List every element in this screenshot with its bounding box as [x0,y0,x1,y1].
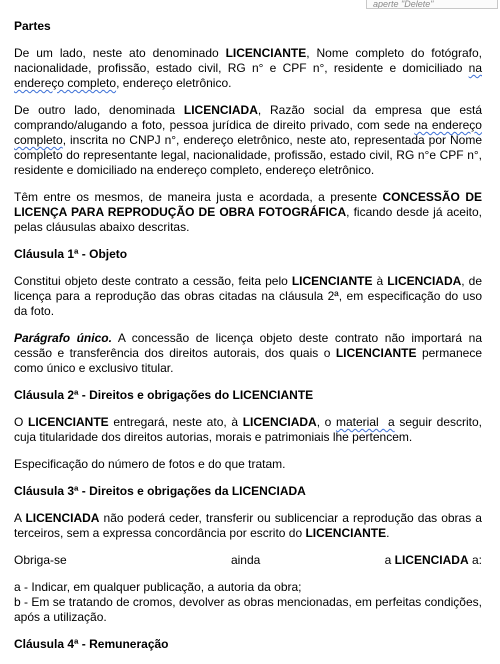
list-item: b - Em se tratando de cromos, devolver as obras mencionadas, em perfeitas condições, após a utilização. [14,595,482,624]
paragrafo-unico: Parágrafo único. A concessão de licença objeto deste contrato não importará na cessão e transferência dos direitos autorais, dos quais o LICENCIANTE permanece como único e exclusivo titular. [14,331,482,375]
clausula-2-heading: Cláusula 2ª - Direitos e obrigações do LICENCIANTE [14,388,314,402]
clausula-3-heading: Cláusula 3ª - Direitos e obrigações da LICENCIADA [14,484,306,498]
clausula-4-heading: Cláusula 4ª - Remuneração [14,637,169,651]
clausula-2-spec: Especificação do número de fotos e do que tratam. [14,457,286,471]
delete-hint-box [366,0,498,9]
agreement-paragraph: Têm entre os mesmos, de maneira justa e acordada, a presente CONCESSÃO DE LICENÇA PARA REPRODUÇÃO DE OBRA FOTOGRÁFICA, ficando desde já aceito, pelas cláusulas abaixo descritas. [14,190,482,234]
licenciada-paragraph: De outro lado, denominada LICENCIADA, Razão social da empresa que está comprando/alugando a foto, pessoa jurídica de direito privado, com sede na endereço completo, inscrita no CNPJ n°, endereço eletrônico, neste ato, representada por Nome completo do representante legal, nacionalidade, profissão, estado civil, RG n°e CPF n°, residente e domiciliado na endereço completo, endereço eletrônico. [14,103,482,177]
contract-document[interactable] [14,19,482,664]
partes-heading: Partes [14,19,51,33]
clausula-3-body: A LICENCIADA não poderá ceder, transferir ou sublicenciar a reprodução das obras a terceiros, sem a expressa concordância por escrito do LICENCIANTE. [14,511,482,540]
spellcheck-mark: na endereço completo [14,61,482,90]
clausula-2-body: O LICENCIANTE entregará, neste ato, à LICENCIADA, o material a seguir descrito, cuja titularidade dos direitos autorias, morais e patrimoniais lhe pertencem. [14,415,483,444]
list-item: a - Indicar, em qualquer publicação, a autoria da obra; [14,580,302,594]
delete-hint-text: aperte "Delete" [373,0,434,9]
clausula-1-heading: Cláusula 1ª - Objeto [14,247,128,261]
clausula-1-body: Constitui objeto deste contrato a cessão, feita pelo LICENCIANTE à LICENCIADA, de licença para a reprodução das obras citadas na cláusula 2ª, em especificação do uso da foto. [14,274,483,318]
obriga-line: Obriga-se ainda a LICENCIADA a: [14,553,482,567]
obrigacoes-list [14,580,482,625]
spellcheck-mark: na endereço completo [14,118,482,147]
spellcheck-mark: material a [336,415,395,429]
licenciante-paragraph: De um lado, neste ato denominado LICENCIANTE, Nome completo do fotógrafo, nacionalidade, profissão, estado civil, RG n° e CPF n°, residente e domiciliado na endereço completo, endereço eletrônico. [14,46,482,90]
